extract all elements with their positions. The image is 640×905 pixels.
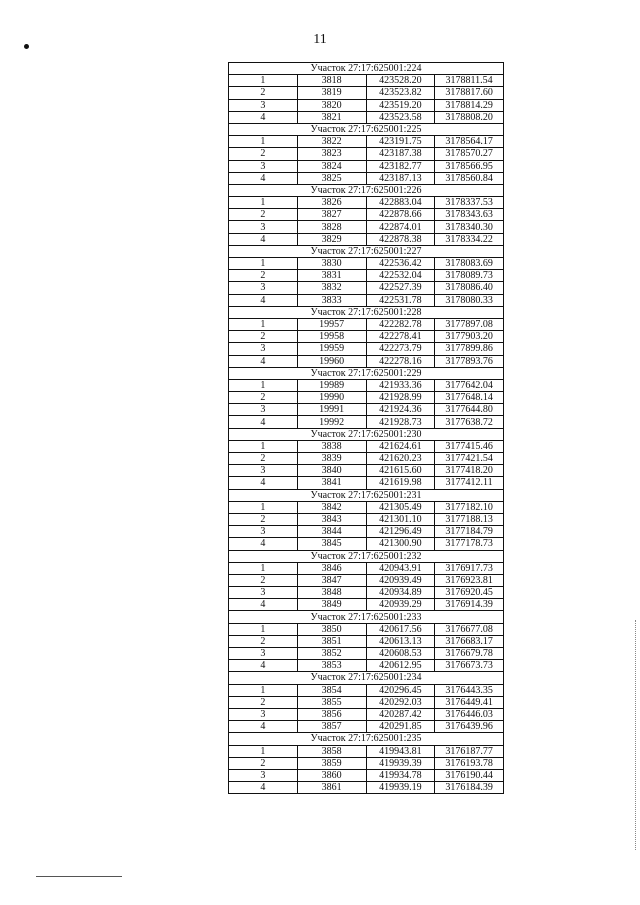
table-row	[229, 75, 504, 87]
section-header-row	[229, 428, 504, 440]
point-index-cell: 1	[229, 197, 298, 209]
x-coordinate-cell: 419939.19	[366, 782, 435, 794]
section-title: Участок 27:17:625001:224	[229, 63, 504, 75]
x-coordinate-cell: 422878.38	[366, 233, 435, 245]
y-coordinate-cell: 3177182.10	[435, 501, 504, 513]
table-row	[229, 111, 504, 123]
point-number-cell: 3860	[297, 769, 366, 781]
x-coordinate-cell: 421620.23	[366, 453, 435, 465]
point-number-cell: 3861	[297, 782, 366, 794]
x-coordinate-cell: 422532.04	[366, 270, 435, 282]
point-number-cell: 3857	[297, 721, 366, 733]
point-number-cell: 3821	[297, 111, 366, 123]
section-title: Участок 27:17:625001:229	[229, 367, 504, 379]
y-coordinate-cell: 3178080.33	[435, 294, 504, 306]
point-index-cell: 2	[229, 574, 298, 586]
point-number-cell: 3847	[297, 574, 366, 586]
y-coordinate-cell: 3177638.72	[435, 416, 504, 428]
point-number-cell: 19958	[297, 331, 366, 343]
point-index-cell: 4	[229, 111, 298, 123]
section-title: Участок 27:17:625001:235	[229, 733, 504, 745]
point-index-cell: 2	[229, 209, 298, 221]
table-row	[229, 294, 504, 306]
y-coordinate-cell: 3176187.77	[435, 745, 504, 757]
section-header-row	[229, 63, 504, 75]
x-coordinate-cell: 422531.78	[366, 294, 435, 306]
point-index-cell: 3	[229, 587, 298, 599]
y-coordinate-cell: 3177903.20	[435, 331, 504, 343]
point-index-cell: 1	[229, 136, 298, 148]
section-header-row	[229, 611, 504, 623]
x-coordinate-cell: 421305.49	[366, 501, 435, 513]
table-row	[229, 660, 504, 672]
y-coordinate-cell: 3176923.81	[435, 574, 504, 586]
point-index-cell: 2	[229, 453, 298, 465]
x-coordinate-cell: 423523.58	[366, 111, 435, 123]
table-row	[229, 696, 504, 708]
point-number-cell: 19957	[297, 318, 366, 330]
point-index-cell: 2	[229, 392, 298, 404]
x-coordinate-cell: 422282.78	[366, 318, 435, 330]
table-row	[229, 538, 504, 550]
point-index-cell: 3	[229, 769, 298, 781]
section-header-row	[229, 306, 504, 318]
table-row	[229, 282, 504, 294]
y-coordinate-cell: 3178343.63	[435, 209, 504, 221]
point-index-cell: 2	[229, 331, 298, 343]
x-coordinate-cell: 421615.60	[366, 465, 435, 477]
table-row	[229, 769, 504, 781]
table-row	[229, 270, 504, 282]
point-index-cell: 2	[229, 148, 298, 160]
point-index-cell: 3	[229, 404, 298, 416]
table-row	[229, 331, 504, 343]
x-coordinate-cell: 422874.01	[366, 221, 435, 233]
point-number-cell: 19991	[297, 404, 366, 416]
table-row	[229, 477, 504, 489]
y-coordinate-cell: 3176446.03	[435, 708, 504, 720]
y-coordinate-cell: 3177418.20	[435, 465, 504, 477]
point-number-cell: 3854	[297, 684, 366, 696]
x-coordinate-cell: 421296.49	[366, 526, 435, 538]
section-header-row	[229, 245, 504, 257]
point-number-cell: 3818	[297, 75, 366, 87]
table-row	[229, 160, 504, 172]
point-index-cell: 4	[229, 599, 298, 611]
point-index-cell: 2	[229, 696, 298, 708]
x-coordinate-cell: 419939.39	[366, 757, 435, 769]
y-coordinate-cell: 3178337.53	[435, 197, 504, 209]
point-index-cell: 3	[229, 343, 298, 355]
table-row	[229, 721, 504, 733]
point-index-cell: 4	[229, 294, 298, 306]
section-title: Участок 27:17:625001:231	[229, 489, 504, 501]
section-header-row	[229, 550, 504, 562]
y-coordinate-cell: 3177412.11	[435, 477, 504, 489]
point-index-cell: 2	[229, 757, 298, 769]
table-row	[229, 453, 504, 465]
y-coordinate-cell: 3177899.86	[435, 343, 504, 355]
point-number-cell: 3828	[297, 221, 366, 233]
y-coordinate-cell: 3176677.08	[435, 623, 504, 635]
section-title: Участок 27:17:625001:225	[229, 123, 504, 135]
x-coordinate-cell: 422883.04	[366, 197, 435, 209]
section-title: Участок 27:17:625001:226	[229, 184, 504, 196]
table-row	[229, 745, 504, 757]
y-coordinate-cell: 3178817.60	[435, 87, 504, 99]
point-index-cell: 1	[229, 440, 298, 452]
y-coordinate-cell: 3176920.45	[435, 587, 504, 599]
point-number-cell: 3827	[297, 209, 366, 221]
y-coordinate-cell: 3178564.17	[435, 136, 504, 148]
y-coordinate-cell: 3176673.73	[435, 660, 504, 672]
y-coordinate-cell: 3176449.41	[435, 696, 504, 708]
point-number-cell: 3856	[297, 708, 366, 720]
section-title: Участок 27:17:625001:227	[229, 245, 504, 257]
section-title: Участок 27:17:625001:233	[229, 611, 504, 623]
point-index-cell: 1	[229, 75, 298, 87]
table-row	[229, 197, 504, 209]
x-coordinate-cell: 419934.78	[366, 769, 435, 781]
point-number-cell: 3859	[297, 757, 366, 769]
point-number-cell: 3852	[297, 648, 366, 660]
point-number-cell: 3823	[297, 148, 366, 160]
point-index-cell: 4	[229, 477, 298, 489]
x-coordinate-cell: 420943.91	[366, 562, 435, 574]
point-index-cell: 1	[229, 684, 298, 696]
point-number-cell: 3822	[297, 136, 366, 148]
point-number-cell: 19992	[297, 416, 366, 428]
y-coordinate-cell: 3176439.96	[435, 721, 504, 733]
point-index-cell: 2	[229, 270, 298, 282]
x-coordinate-cell: 421933.36	[366, 379, 435, 391]
table-row	[229, 526, 504, 538]
table-row	[229, 587, 504, 599]
table-row	[229, 648, 504, 660]
x-coordinate-cell: 423182.77	[366, 160, 435, 172]
point-index-cell: 4	[229, 660, 298, 672]
table-row	[229, 172, 504, 184]
point-number-cell: 3820	[297, 99, 366, 111]
point-index-cell: 3	[229, 282, 298, 294]
section-header-row	[229, 367, 504, 379]
y-coordinate-cell: 3177184.79	[435, 526, 504, 538]
table-row	[229, 221, 504, 233]
point-number-cell: 3838	[297, 440, 366, 452]
table-row	[229, 574, 504, 586]
y-coordinate-cell: 3178086.40	[435, 282, 504, 294]
point-index-cell: 2	[229, 513, 298, 525]
x-coordinate-cell: 421619.98	[366, 477, 435, 489]
point-index-cell: 3	[229, 465, 298, 477]
table-row	[229, 416, 504, 428]
x-coordinate-cell: 420296.45	[366, 684, 435, 696]
x-coordinate-cell: 423528.20	[366, 75, 435, 87]
y-coordinate-cell: 3177897.08	[435, 318, 504, 330]
section-header-row	[229, 184, 504, 196]
section-header-row	[229, 123, 504, 135]
point-number-cell: 3858	[297, 745, 366, 757]
x-coordinate-cell: 422278.16	[366, 355, 435, 367]
table-row	[229, 136, 504, 148]
y-coordinate-cell: 3176683.17	[435, 635, 504, 647]
point-index-cell: 4	[229, 721, 298, 733]
point-number-cell: 3840	[297, 465, 366, 477]
x-coordinate-cell: 420613.13	[366, 635, 435, 647]
x-coordinate-cell: 421924.36	[366, 404, 435, 416]
x-coordinate-cell: 423523.82	[366, 87, 435, 99]
point-number-cell: 3842	[297, 501, 366, 513]
y-coordinate-cell: 3177644.80	[435, 404, 504, 416]
x-coordinate-cell: 420617.56	[366, 623, 435, 635]
coordinates-table-container	[228, 62, 504, 794]
section-title: Участок 27:17:625001:234	[229, 672, 504, 684]
section-header-row	[229, 733, 504, 745]
section-title: Участок 27:17:625001:232	[229, 550, 504, 562]
x-coordinate-cell: 422536.42	[366, 258, 435, 270]
y-coordinate-cell: 3177893.76	[435, 355, 504, 367]
x-coordinate-cell: 422278.41	[366, 331, 435, 343]
table-row	[229, 343, 504, 355]
point-number-cell: 3824	[297, 160, 366, 172]
y-coordinate-cell: 3176917.73	[435, 562, 504, 574]
point-number-cell: 3819	[297, 87, 366, 99]
x-coordinate-cell: 420291.85	[366, 721, 435, 733]
point-index-cell: 2	[229, 87, 298, 99]
y-coordinate-cell: 3178814.29	[435, 99, 504, 111]
y-coordinate-cell: 3178570.27	[435, 148, 504, 160]
y-coordinate-cell: 3177178.73	[435, 538, 504, 550]
point-index-cell: 4	[229, 416, 298, 428]
point-number-cell: 19960	[297, 355, 366, 367]
table-row	[229, 465, 504, 477]
table-row	[229, 233, 504, 245]
coordinates-table-body	[229, 63, 504, 794]
point-index-cell: 2	[229, 635, 298, 647]
point-number-cell: 3832	[297, 282, 366, 294]
x-coordinate-cell: 423191.75	[366, 136, 435, 148]
point-index-cell: 1	[229, 623, 298, 635]
point-index-cell: 4	[229, 782, 298, 794]
table-row	[229, 148, 504, 160]
point-number-cell: 3841	[297, 477, 366, 489]
table-row	[229, 87, 504, 99]
point-index-cell: 3	[229, 221, 298, 233]
table-row	[229, 392, 504, 404]
y-coordinate-cell: 3176914.39	[435, 599, 504, 611]
point-number-cell: 3843	[297, 513, 366, 525]
table-row	[229, 635, 504, 647]
table-row	[229, 440, 504, 452]
point-number-cell: 19990	[297, 392, 366, 404]
x-coordinate-cell: 423187.13	[366, 172, 435, 184]
x-coordinate-cell: 420612.95	[366, 660, 435, 672]
table-row	[229, 708, 504, 720]
table-row	[229, 318, 504, 330]
table-row	[229, 599, 504, 611]
point-index-cell: 1	[229, 562, 298, 574]
x-coordinate-cell: 420292.03	[366, 696, 435, 708]
table-row	[229, 209, 504, 221]
margin-dot	[24, 44, 29, 49]
table-row	[229, 562, 504, 574]
table-row	[229, 782, 504, 794]
x-coordinate-cell: 422527.39	[366, 282, 435, 294]
point-index-cell: 4	[229, 172, 298, 184]
table-row	[229, 623, 504, 635]
page-number: 11	[313, 32, 327, 47]
point-number-cell: 3855	[297, 696, 366, 708]
y-coordinate-cell: 3177415.46	[435, 440, 504, 452]
y-coordinate-cell: 3178811.54	[435, 75, 504, 87]
point-index-cell: 3	[229, 160, 298, 172]
point-number-cell: 3830	[297, 258, 366, 270]
x-coordinate-cell: 420939.49	[366, 574, 435, 586]
y-coordinate-cell: 3178334.22	[435, 233, 504, 245]
point-index-cell: 4	[229, 233, 298, 245]
table-row	[229, 501, 504, 513]
y-coordinate-cell: 3176184.39	[435, 782, 504, 794]
point-number-cell: 3851	[297, 635, 366, 647]
point-number-cell: 3825	[297, 172, 366, 184]
point-number-cell: 3850	[297, 623, 366, 635]
x-coordinate-cell: 423187.38	[366, 148, 435, 160]
point-index-cell: 1	[229, 318, 298, 330]
point-index-cell: 1	[229, 258, 298, 270]
x-coordinate-cell: 422273.79	[366, 343, 435, 355]
point-index-cell: 3	[229, 526, 298, 538]
y-coordinate-cell: 3178560.84	[435, 172, 504, 184]
y-coordinate-cell: 3177188.13	[435, 513, 504, 525]
y-coordinate-cell: 3178808.20	[435, 111, 504, 123]
y-coordinate-cell: 3176443.35	[435, 684, 504, 696]
point-number-cell: 3849	[297, 599, 366, 611]
point-index-cell: 3	[229, 708, 298, 720]
point-number-cell: 3826	[297, 197, 366, 209]
point-number-cell: 3833	[297, 294, 366, 306]
x-coordinate-cell: 423519.20	[366, 99, 435, 111]
point-index-cell: 1	[229, 379, 298, 391]
point-index-cell: 4	[229, 538, 298, 550]
table-row	[229, 99, 504, 111]
point-index-cell: 4	[229, 355, 298, 367]
point-index-cell: 1	[229, 745, 298, 757]
table-row	[229, 757, 504, 769]
section-header-row	[229, 489, 504, 501]
section-header-row	[229, 672, 504, 684]
y-coordinate-cell: 3176190.44	[435, 769, 504, 781]
x-coordinate-cell: 421624.61	[366, 440, 435, 452]
table-row	[229, 355, 504, 367]
point-number-cell: 19989	[297, 379, 366, 391]
coordinates-table	[228, 62, 504, 794]
y-coordinate-cell: 3176193.78	[435, 757, 504, 769]
y-coordinate-cell: 3178083.69	[435, 258, 504, 270]
point-number-cell: 3831	[297, 270, 366, 282]
x-coordinate-cell: 420934.89	[366, 587, 435, 599]
x-coordinate-cell: 420608.53	[366, 648, 435, 660]
point-number-cell: 3853	[297, 660, 366, 672]
y-coordinate-cell: 3177421.54	[435, 453, 504, 465]
point-number-cell: 3829	[297, 233, 366, 245]
y-coordinate-cell: 3177648.14	[435, 392, 504, 404]
point-number-cell: 19959	[297, 343, 366, 355]
x-coordinate-cell: 421928.73	[366, 416, 435, 428]
x-coordinate-cell: 421300.90	[366, 538, 435, 550]
x-coordinate-cell: 422878.66	[366, 209, 435, 221]
point-number-cell: 3839	[297, 453, 366, 465]
point-index-cell: 3	[229, 648, 298, 660]
y-coordinate-cell: 3178566.95	[435, 160, 504, 172]
x-coordinate-cell: 421301.10	[366, 513, 435, 525]
x-coordinate-cell: 421928.99	[366, 392, 435, 404]
point-number-cell: 3844	[297, 526, 366, 538]
point-number-cell: 3848	[297, 587, 366, 599]
point-number-cell: 3845	[297, 538, 366, 550]
table-row	[229, 684, 504, 696]
point-index-cell: 1	[229, 501, 298, 513]
section-title: Участок 27:17:625001:228	[229, 306, 504, 318]
table-row	[229, 513, 504, 525]
x-coordinate-cell: 419943.81	[366, 745, 435, 757]
table-row	[229, 404, 504, 416]
section-title: Участок 27:17:625001:230	[229, 428, 504, 440]
scan-edge-mark	[635, 620, 637, 850]
table-row	[229, 379, 504, 391]
y-coordinate-cell: 3176679.78	[435, 648, 504, 660]
y-coordinate-cell: 3178340.30	[435, 221, 504, 233]
point-number-cell: 3846	[297, 562, 366, 574]
footer-rule	[36, 876, 122, 877]
x-coordinate-cell: 420939.29	[366, 599, 435, 611]
y-coordinate-cell: 3177642.04	[435, 379, 504, 391]
table-row	[229, 258, 504, 270]
y-coordinate-cell: 3178089.73	[435, 270, 504, 282]
point-index-cell: 3	[229, 99, 298, 111]
x-coordinate-cell: 420287.42	[366, 708, 435, 720]
